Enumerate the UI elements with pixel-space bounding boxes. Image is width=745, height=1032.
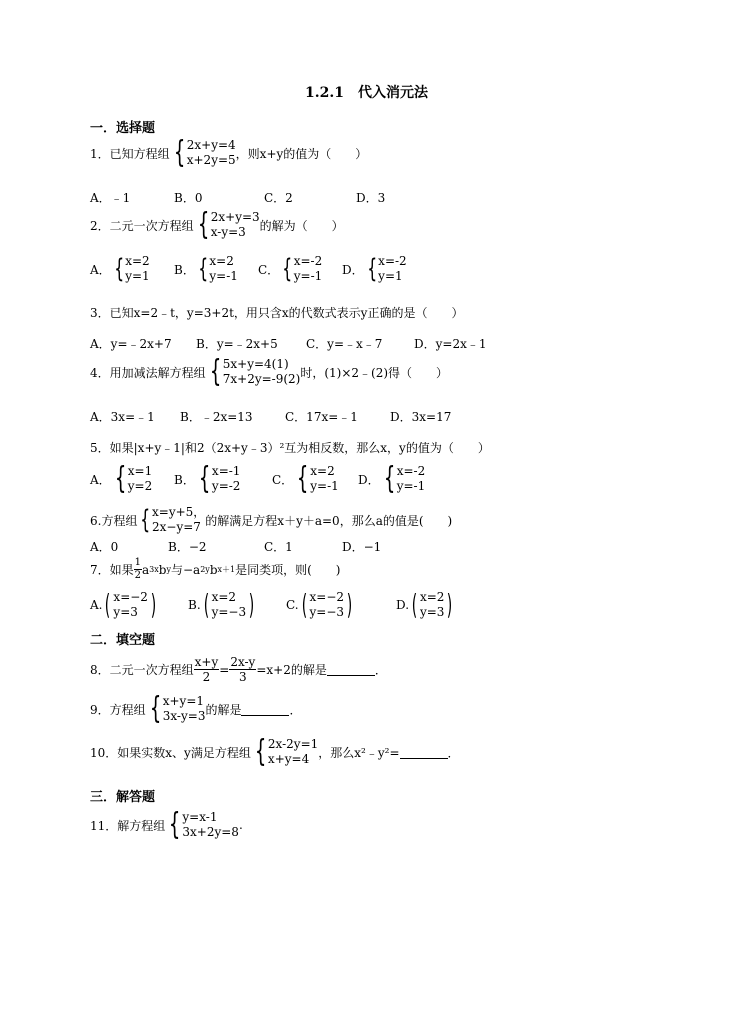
q2-option-c bbox=[258, 254, 322, 284]
q11-system bbox=[165, 807, 239, 842]
q9-eq2: 3x-y=3 bbox=[162, 709, 206, 723]
option-label: A． bbox=[90, 262, 111, 277]
q11-eq2: 3x+2y=8 bbox=[182, 825, 239, 839]
option-eq1: x=-1 bbox=[211, 464, 241, 478]
q9-stem: 9．方程组 bbox=[90, 702, 146, 717]
question-11 bbox=[90, 807, 243, 842]
paren-left-icon: ( bbox=[301, 588, 307, 621]
answer-blank[interactable] bbox=[327, 663, 375, 676]
section-solve: 三．解答题 bbox=[90, 790, 156, 805]
q8-stem: 8．二元一次方程组 bbox=[90, 663, 194, 677]
q6-stem: 6.方程组 bbox=[90, 513, 138, 528]
q7-fraction bbox=[134, 557, 142, 582]
question-7 bbox=[90, 557, 341, 582]
q2-option-b bbox=[174, 254, 238, 284]
q8-fraction-2 bbox=[229, 655, 256, 684]
question-8 bbox=[90, 655, 387, 684]
fraction-numerator: 2x-y bbox=[230, 655, 256, 669]
answer-blank[interactable] bbox=[400, 746, 448, 759]
q2-option-d bbox=[342, 254, 407, 284]
q1-option-d: D．3 bbox=[356, 191, 386, 205]
q2-option-a bbox=[90, 254, 150, 284]
option-label: A. bbox=[90, 598, 103, 612]
q8-end: ． bbox=[374, 663, 387, 677]
brace-icon: { bbox=[198, 254, 209, 284]
q8-fraction-1 bbox=[194, 655, 220, 684]
option-eq1: x=2 bbox=[310, 464, 335, 478]
q2-stem: 2．二元一次方程组 bbox=[90, 218, 194, 233]
paren-left-icon: ( bbox=[105, 588, 111, 621]
option-eq1: x=2 bbox=[419, 590, 445, 604]
q2-eq1: 2x+y=3 bbox=[210, 210, 260, 224]
q6-option-d: D．−1 bbox=[342, 540, 382, 554]
option-eq2: y=-2 bbox=[211, 479, 241, 493]
brace-icon: { bbox=[254, 734, 267, 769]
q6-option-c: C．1 bbox=[264, 540, 293, 554]
q7-exp: 2y bbox=[200, 565, 210, 574]
q1-option-a: A．﹣1 bbox=[90, 191, 131, 205]
q6-tail: 的解满足方程x＋y＋a=0，那么a的值是( ) bbox=[205, 513, 453, 528]
q6-eq1: x=y+5， bbox=[152, 505, 206, 519]
option-eq1: x=2 bbox=[125, 254, 150, 268]
q5-option-c bbox=[272, 461, 339, 496]
brace-icon: { bbox=[173, 135, 185, 170]
q8-equals: = bbox=[219, 662, 230, 677]
option-eq1: x=−2 bbox=[113, 590, 148, 604]
q10-tail: ，那么x²﹣y²= bbox=[318, 745, 400, 760]
paren-right-icon: ) bbox=[248, 588, 255, 621]
q1-eq1: 2x+y=4 bbox=[186, 138, 236, 152]
q7-stem: 7．如果 bbox=[90, 563, 134, 577]
q1-option-b: B．0 bbox=[174, 191, 203, 205]
q11-eq1: y=x-1 bbox=[182, 810, 218, 824]
brace-icon: { bbox=[113, 254, 124, 284]
q11-stem: 11．解方程组 bbox=[90, 818, 166, 833]
option-eq2: y=-1 bbox=[293, 269, 323, 283]
question-2 bbox=[90, 207, 344, 242]
option-eq1: x=2 bbox=[211, 590, 237, 604]
brace-icon: { bbox=[282, 254, 293, 284]
option-eq1: x=-2 bbox=[396, 464, 426, 478]
fraction-numerator: 1 bbox=[134, 557, 142, 568]
option-eq2: y=−3 bbox=[309, 605, 345, 619]
q1-eq2: x+2y=5 bbox=[186, 153, 236, 167]
option-eq2: y=−3 bbox=[211, 605, 247, 619]
q7-exp: x＋1 bbox=[217, 565, 236, 574]
q5-option-a bbox=[90, 461, 153, 496]
q10-system bbox=[251, 734, 319, 769]
brace-icon: { bbox=[169, 807, 181, 842]
fraction-denominator: 3 bbox=[239, 670, 247, 684]
question-3: 3．已知x=2﹣t，y=3+2t，用只含x的代数式表示y正确的是（ ） bbox=[90, 306, 464, 320]
option-eq1: x=-2 bbox=[293, 254, 323, 268]
q6-eq2: 2x−y=7 bbox=[152, 520, 201, 534]
q5-option-b bbox=[174, 461, 241, 496]
option-eq2: y=-1 bbox=[396, 479, 426, 493]
option-eq1: x=1 bbox=[127, 464, 153, 478]
paren-right-icon: ) bbox=[150, 588, 157, 621]
option-eq1: x=-2 bbox=[378, 254, 407, 268]
question-5: 5．如果|x+y﹣1|和2（2x+y﹣3）²互为相反数，那么x，y的值为（ ） bbox=[90, 441, 490, 455]
option-eq2: y=-1 bbox=[209, 269, 238, 283]
q1-tail: ，则x+y的值为（ ） bbox=[235, 146, 368, 161]
q4-option-a: A．3x=﹣1 bbox=[90, 410, 155, 424]
option-label: B. bbox=[188, 598, 201, 612]
option-label: D． bbox=[358, 472, 380, 487]
q1-stem: 1．已知方程组 bbox=[90, 146, 170, 161]
q5-option-d bbox=[358, 461, 426, 496]
q10-eq2: x+y=4 bbox=[267, 752, 310, 766]
q7-mid: 与−a bbox=[171, 563, 201, 577]
option-eq2: y=2 bbox=[127, 479, 153, 493]
q3-option-c: C．y=﹣x﹣7 bbox=[306, 337, 383, 351]
option-label: B． bbox=[174, 262, 195, 277]
q7-term: a bbox=[142, 562, 150, 577]
option-eq2: y=3 bbox=[113, 605, 138, 619]
question-4 bbox=[90, 354, 449, 389]
question-9 bbox=[90, 691, 302, 726]
fraction-denominator: 2 bbox=[202, 670, 211, 684]
q7-option-b bbox=[188, 590, 257, 620]
q7-exp: y bbox=[166, 565, 171, 574]
q4-option-c: C．17x=﹣1 bbox=[285, 410, 358, 424]
brace-icon: { bbox=[198, 461, 211, 496]
option-eq2: y=-1 bbox=[310, 479, 339, 493]
q7-option-c bbox=[286, 590, 355, 620]
q9-system bbox=[146, 691, 206, 726]
q6-option-a: A．0 bbox=[90, 540, 119, 554]
option-eq2: y=1 bbox=[378, 269, 403, 283]
brace-icon: { bbox=[366, 254, 377, 284]
option-label: C． bbox=[258, 262, 280, 277]
option-eq1: x=2 bbox=[209, 254, 234, 268]
q8-tail: =x+2的解是 bbox=[256, 663, 327, 677]
q7-tail: 是同类项，则( ) bbox=[235, 563, 341, 577]
q3-option-d: D．y=2x﹣1 bbox=[414, 337, 487, 351]
fraction-numerator: x+y bbox=[194, 655, 219, 669]
q6-system bbox=[137, 505, 205, 535]
option-eq2: y=3 bbox=[419, 605, 445, 619]
brace-icon: { bbox=[383, 461, 395, 496]
q7-term: b bbox=[209, 562, 218, 577]
option-label: A． bbox=[90, 472, 111, 487]
section-choice: 一．选择题 bbox=[90, 121, 156, 136]
paren-left-icon: ( bbox=[411, 588, 418, 621]
q1-option-c: C．2 bbox=[264, 191, 293, 205]
q4-option-b: B．﹣2x=13 bbox=[180, 410, 253, 424]
question-6 bbox=[90, 505, 452, 535]
q7-term: b bbox=[158, 562, 167, 577]
q4-stem: 4．用加减法解方程组 bbox=[90, 365, 206, 380]
option-label: D． bbox=[342, 262, 364, 277]
q3-option-a: A．y=﹣2x+7 bbox=[90, 337, 172, 351]
q4-tail: 时，(1)×2﹣(2)得（ ） bbox=[300, 365, 449, 380]
q7-exp: 3x bbox=[149, 565, 159, 574]
q9-tail: 的解是 bbox=[205, 702, 242, 717]
paren-right-icon: ) bbox=[346, 588, 353, 621]
paren-left-icon: ( bbox=[203, 588, 209, 621]
q9-eq1: x+y=1 bbox=[162, 694, 205, 708]
brace-icon: { bbox=[114, 461, 126, 496]
option-eq2: y=1 bbox=[125, 269, 150, 283]
question-10 bbox=[90, 734, 460, 769]
q3-option-b: B．y=﹣2x+5 bbox=[196, 337, 278, 351]
option-label: C． bbox=[272, 472, 294, 487]
question-1 bbox=[90, 135, 368, 170]
q1-system bbox=[170, 135, 236, 170]
brace-icon: { bbox=[297, 461, 309, 496]
q11-end: . bbox=[238, 818, 243, 832]
q6-option-b: B．−2 bbox=[168, 540, 207, 554]
page-title: 1.2.1 代入消元法 bbox=[305, 85, 428, 101]
q4-eq1: 5x+y=4(1) bbox=[222, 357, 289, 371]
option-eq1: x=−2 bbox=[309, 590, 345, 604]
q7-option-a bbox=[90, 590, 159, 620]
fraction-denominator: 2 bbox=[134, 570, 142, 581]
option-label: C. bbox=[286, 598, 299, 612]
q4-system bbox=[206, 354, 301, 389]
answer-blank[interactable] bbox=[241, 703, 289, 716]
q2-tail: 的解为（ ） bbox=[259, 218, 344, 233]
option-label: B． bbox=[174, 472, 195, 487]
q4-eq2: 7x+2y=-9(2) bbox=[222, 372, 301, 386]
q9-end: ． bbox=[289, 702, 302, 717]
brace-icon: { bbox=[209, 354, 221, 389]
q10-stem: 10．如果实数x、y满足方程组 bbox=[90, 745, 251, 760]
q4-option-d: D．3x=17 bbox=[390, 410, 452, 424]
q2-eq2: x-y=3 bbox=[210, 225, 246, 239]
paren-right-icon: ) bbox=[447, 588, 453, 621]
section-fill: 二．填空题 bbox=[90, 633, 156, 648]
q10-eq1: 2x-2y=1 bbox=[267, 737, 319, 751]
brace-icon: { bbox=[197, 207, 209, 242]
brace-icon: { bbox=[140, 505, 151, 535]
brace-icon: { bbox=[149, 691, 161, 726]
q10-end: ． bbox=[447, 745, 460, 760]
option-label: D. bbox=[396, 598, 410, 612]
q7-option-d bbox=[396, 590, 455, 620]
q2-system bbox=[194, 207, 260, 242]
